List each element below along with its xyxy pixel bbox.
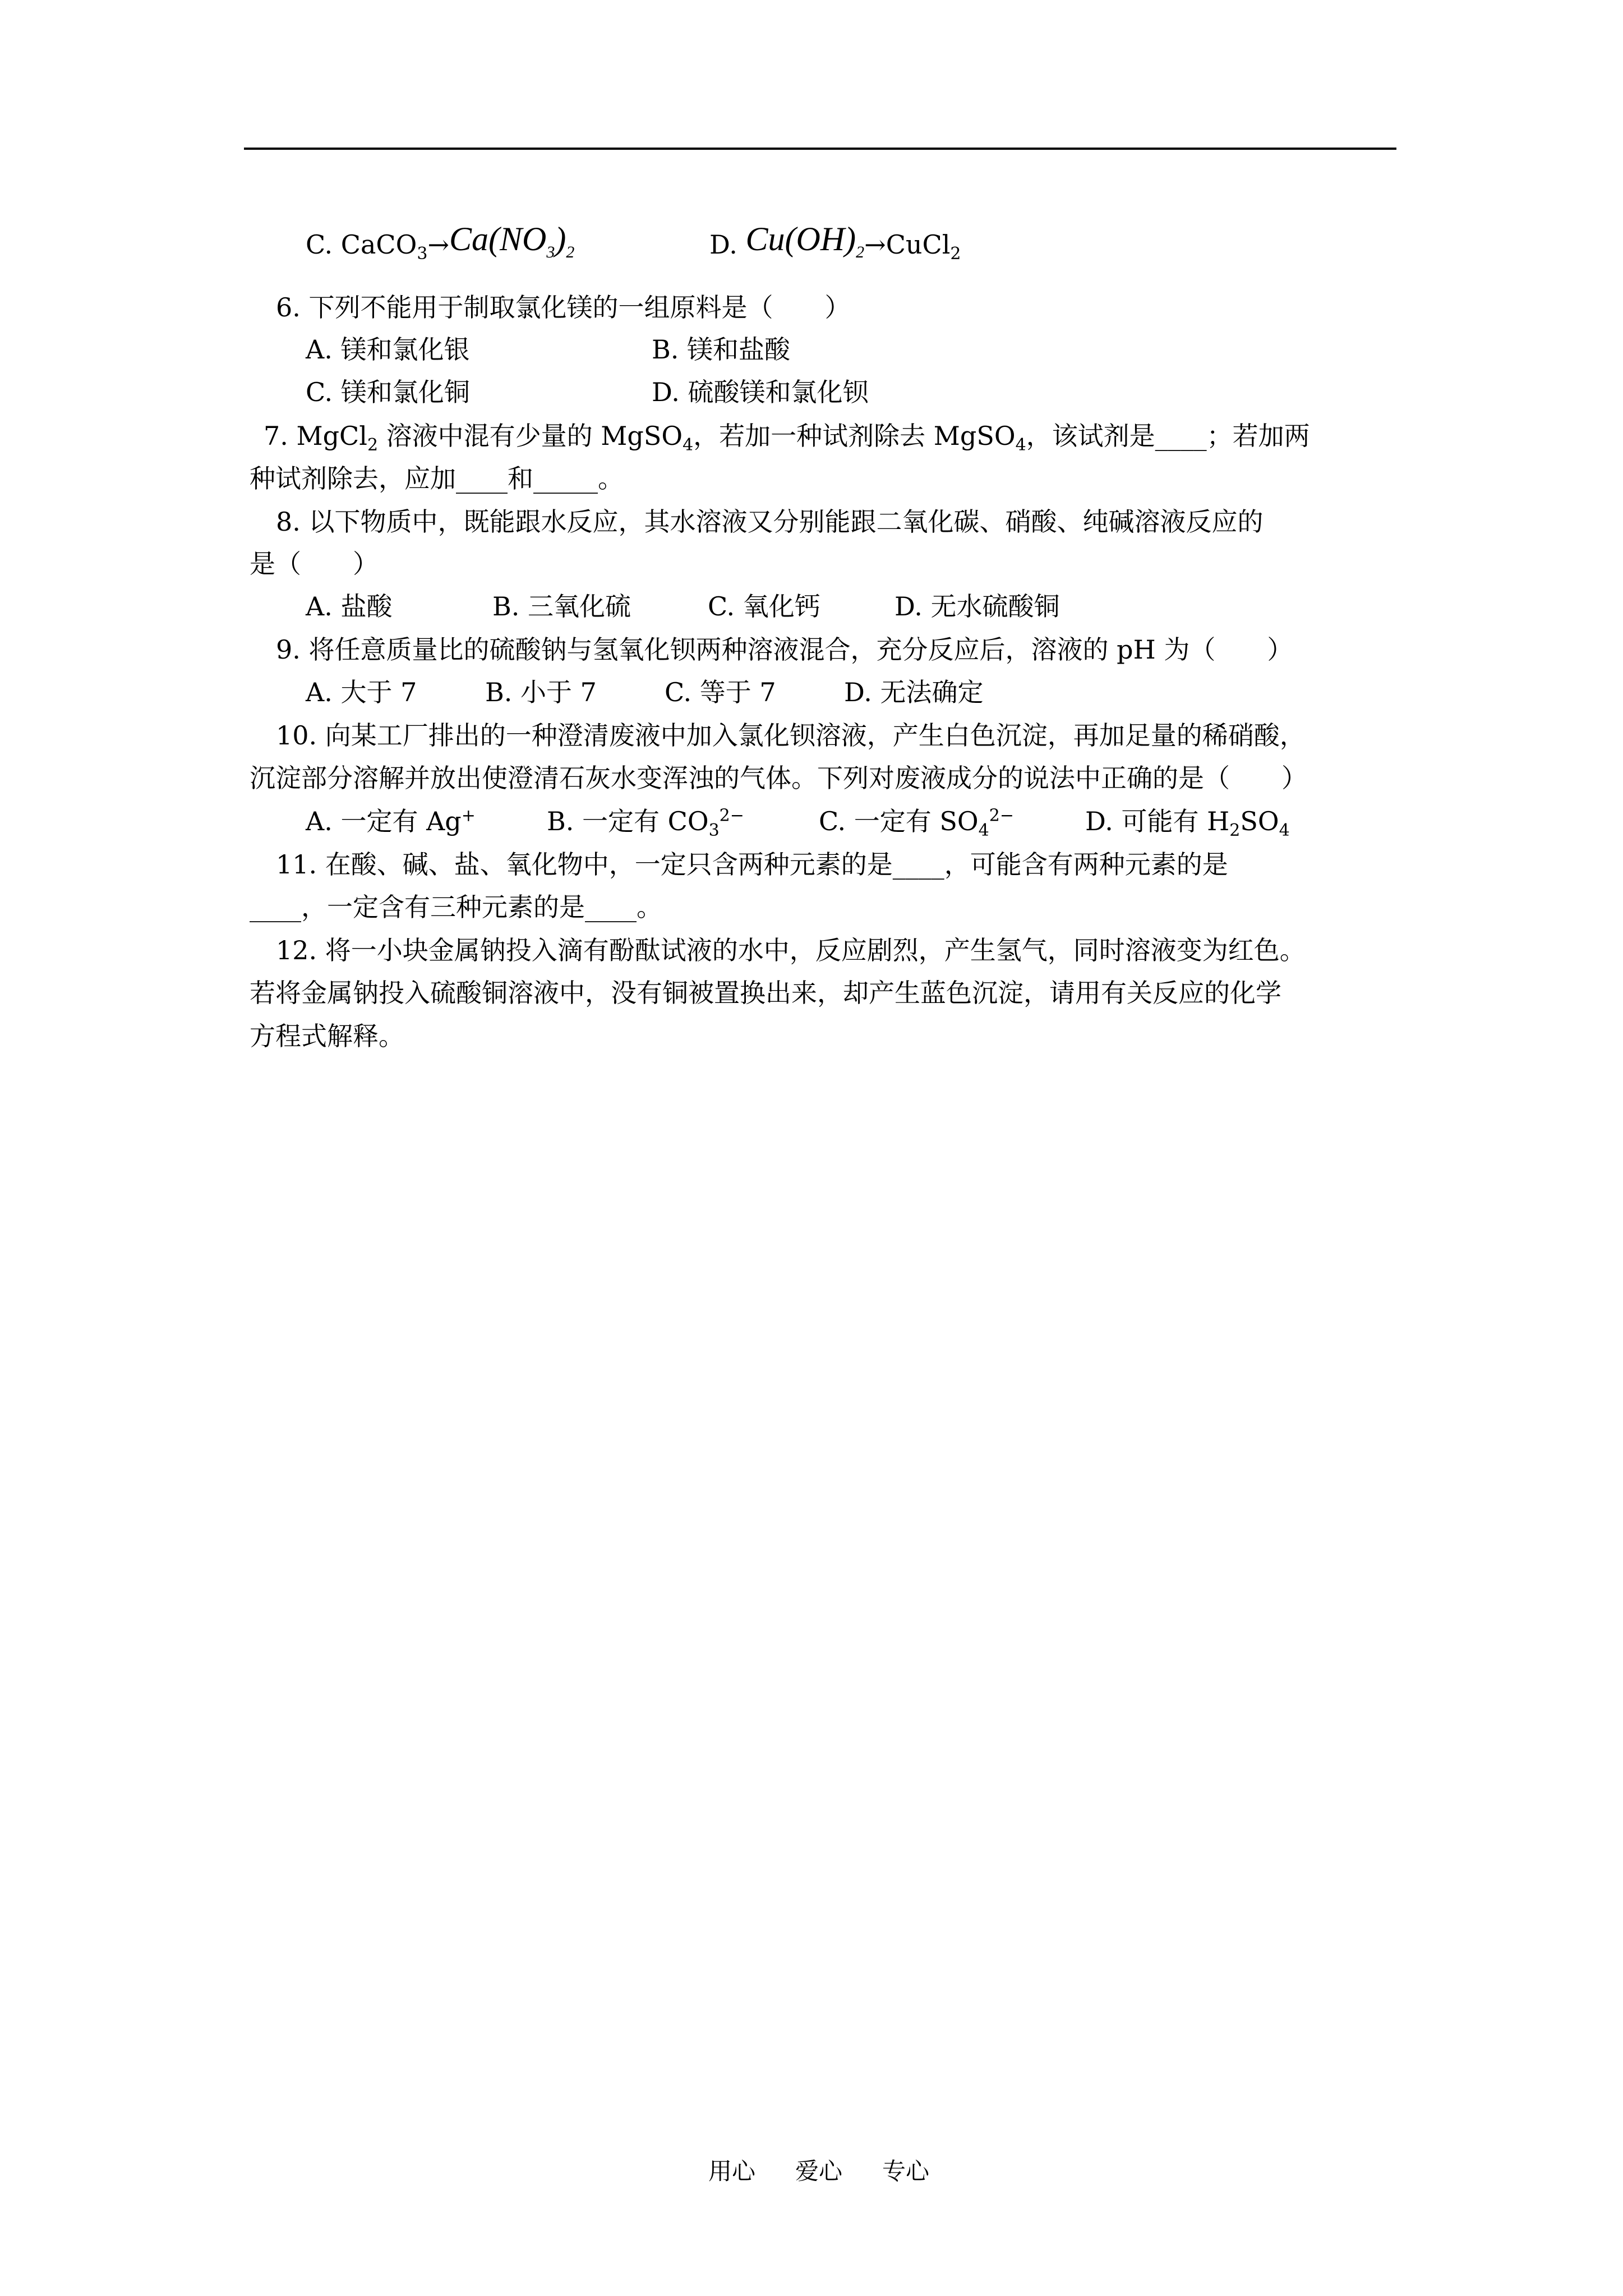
q6-option-d: D. 硫酸镁和氯化钡 xyxy=(652,377,869,407)
q5-option-d: D. $Cu(OH)_2\to CuCl_2$ xyxy=(709,220,961,264)
q6-option-a: A. 镁和氯化银 xyxy=(306,334,470,365)
q8-option-c: C. 氧化钙 xyxy=(708,591,820,622)
footer-item-3: 专心 xyxy=(882,2157,930,2185)
header-rule xyxy=(244,148,1396,150)
q6-option-b: B. 镁和盐酸 xyxy=(652,334,791,365)
q10-option-b: B. 一定有 $CO_3^{2-}$ xyxy=(547,806,744,841)
q9-option-c: C. 等于 7 xyxy=(665,677,776,707)
q9-option-a: A. 大于 7 xyxy=(306,677,417,707)
q5-option-c: C. $CaCO_3\to Ca(NO_3)_2$ xyxy=(306,220,575,264)
q9-option-d: D. 无法确定 xyxy=(844,677,984,707)
q8-option-b: B. 三氧化硫 xyxy=(492,591,631,622)
q10-option-d: D. 可能有 $H_2SO_4$ xyxy=(1085,806,1290,841)
footer-item-1: 用心 xyxy=(708,2157,756,2185)
q10-option-c: C. 一定有 $SO_4^{2-}$ xyxy=(819,806,1014,841)
footer-item-2: 爱心 xyxy=(795,2157,843,2185)
q8-option-a: A. 盐酸 xyxy=(306,591,393,622)
q6-option-c: C. 镁和氯化铜 xyxy=(306,377,470,407)
q9-option-b: B. 小于 7 xyxy=(485,677,597,707)
q10-option-a: A. 一定有 Ag+ xyxy=(306,806,476,836)
q8-option-d: D. 无水硫酸铜 xyxy=(895,591,1060,622)
